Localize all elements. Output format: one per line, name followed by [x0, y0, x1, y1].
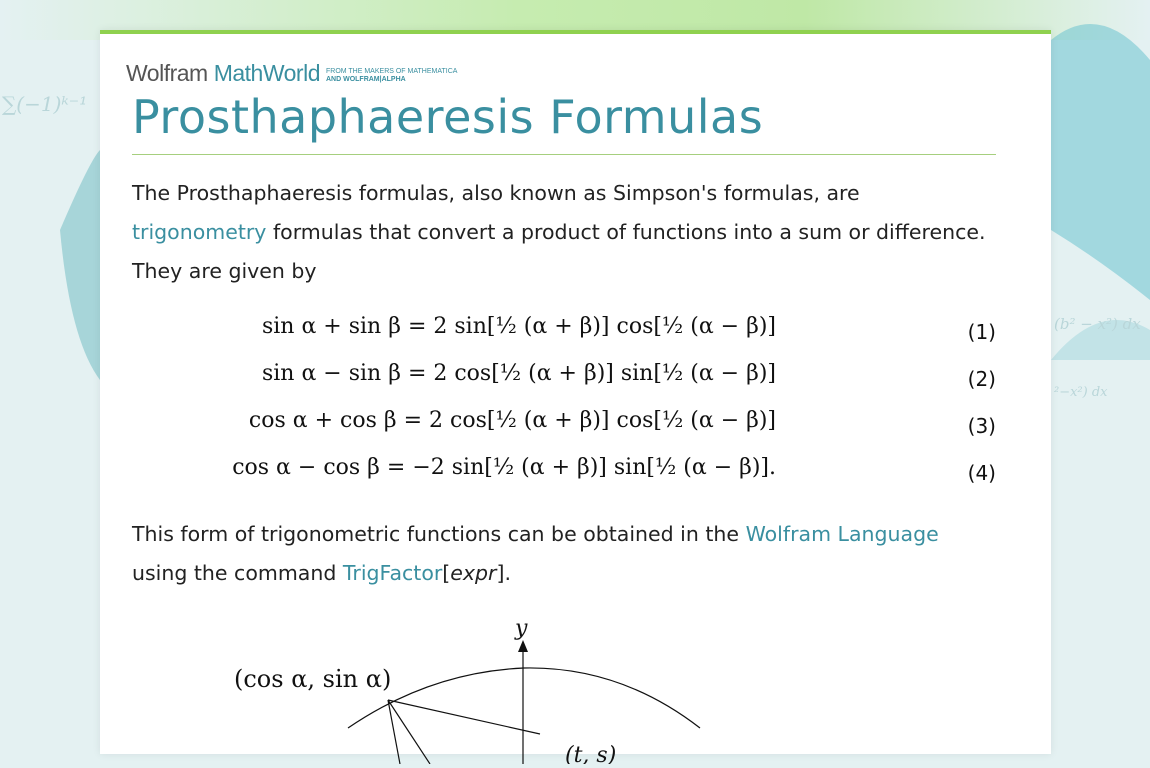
- equation-number: (2): [967, 367, 996, 391]
- logo-tagline-line-2: AND WOLFRAM|ALPHA: [325, 76, 406, 83]
- equation-lhs: sin α + sin β: [261, 314, 401, 339]
- background-formula-glyph: (b² − x²) dx: [1054, 315, 1141, 333]
- equation-number: (4): [967, 461, 996, 485]
- equation-number: (3): [967, 414, 996, 438]
- title-divider: [132, 154, 996, 155]
- y-axis-label: y: [515, 616, 528, 641]
- usage-text-1: This form of trigonometric functions can be obtained in the: [132, 522, 746, 546]
- usage-text-4: ].: [496, 561, 511, 585]
- equation-formula: cos α + cos β = 2 cos[½ (α + β)] cos[½ (α − β)]: [248, 408, 776, 433]
- point-label-t-s: (t, s): [565, 743, 617, 764]
- equation-row: [232, 453, 996, 500]
- logo-wolfram: Wolfram: [126, 60, 208, 86]
- intro-text-1: The Prosthaphaeresis formulas, also known as Simpson's formulas, are: [132, 181, 860, 205]
- wolfram-language-link[interactable]: Wolfram Language: [745, 522, 939, 546]
- equation-row: [250, 406, 996, 453]
- unit-circle-diagram: [100, 604, 1051, 764]
- logo-tagline: [326, 68, 457, 87]
- logo-tagline-line-1: FROM THE MAKERS OF MATHEMATICA: [325, 68, 458, 75]
- background-sum-glyph: ∑(−1)ᵏ⁻¹: [2, 92, 88, 116]
- y-axis-arrowhead: [518, 640, 528, 652]
- site-logo[interactable]: [126, 60, 457, 87]
- intro-text-2: formulas that convert a product of functions into a sum or difference. They are given by: [132, 220, 986, 283]
- logo-mathworld: MathWorld: [213, 60, 320, 86]
- equation-rhs: 2 cos[½ (α + β)] cos[½ (α − β)]: [429, 408, 776, 433]
- unit-circle-figure: [100, 604, 1051, 764]
- equation-rhs: 2 sin[½ (α + β)] cos[½ (α − β)]: [433, 314, 776, 339]
- page-title: Prosthaphaeresis Formulas: [132, 90, 764, 144]
- equation-rhs: 2 cos[½ (α + β)] sin[½ (α − β)]: [433, 361, 776, 386]
- equation-rhs: −2 sin[½ (α + β)] sin[½ (α − β)].: [412, 455, 776, 480]
- usage-text-2: using the command: [132, 561, 343, 585]
- equation-lhs: cos α − cos β: [232, 455, 380, 480]
- usage-paragraph: [132, 515, 996, 593]
- trigonometry-link[interactable]: trigonometry: [132, 220, 267, 244]
- equation-formula: sin α − sin β = 2 cos[½ (α + β)] sin[½ (α − β)]: [261, 361, 776, 386]
- equation-row: [250, 359, 996, 406]
- usage-arg: expr: [450, 561, 497, 585]
- equation-table: [232, 312, 996, 500]
- equation-row: [250, 312, 996, 359]
- equation-lhs: sin α − sin β: [261, 361, 401, 386]
- point-label-cos-sin-alpha: (cos α, sin α): [234, 665, 392, 693]
- main-content-card: [100, 30, 1051, 764]
- trigfactor-link[interactable]: TrigFactor: [342, 561, 443, 585]
- chord-line: [388, 700, 540, 734]
- usage-text-3: [: [442, 561, 451, 585]
- equation-formula: sin α + sin β = 2 sin[½ (α + β)] cos[½ (α − β)]: [261, 314, 776, 339]
- equation-formula: cos α − cos β = −2 sin[½ (α + β)] sin[½ (α − β)].: [232, 455, 776, 480]
- intro-paragraph: [132, 174, 996, 291]
- equation-number: (1): [967, 320, 996, 344]
- equation-lhs: cos α + cos β: [248, 408, 397, 433]
- background-formula-glyph-2: ²−x²) dx: [1054, 385, 1108, 400]
